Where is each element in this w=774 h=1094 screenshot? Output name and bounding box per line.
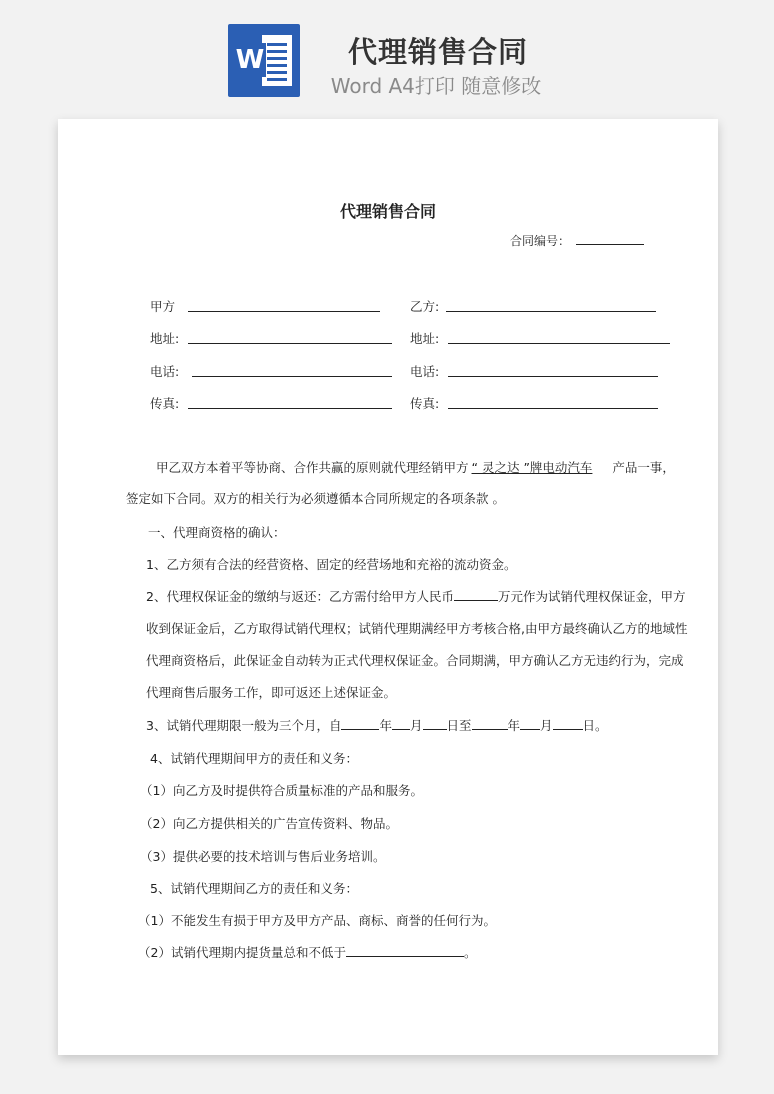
party-a-fax (150, 394, 179, 412)
party-b-phone (410, 362, 439, 380)
clause-3-year: 年 (379, 718, 392, 733)
contract-number (510, 232, 644, 249)
clause-2-line-2: 收到保证金后，乙方取得试销代理权；试销代理期满经甲方考核合格,由甲方最终确认乙方的地域性 (146, 621, 688, 636)
section-1-heading: 一、代理商资格的确认： (148, 525, 286, 540)
document-title: 代理销售合同 (339, 202, 436, 221)
contract-number-blank[interactable] (576, 233, 644, 245)
start-month-blank[interactable] (392, 717, 410, 730)
party-a-phone-blank[interactable] (192, 376, 392, 377)
banner-subtitle: Word A4打印 随意修改 (330, 74, 542, 98)
party-a-phone (150, 362, 179, 380)
clause-3-month: 月 (409, 718, 423, 733)
clause-5-item-2 (138, 943, 476, 961)
clause-2-suffix: 万元作为试销代理权保证金，甲方 (497, 589, 686, 604)
party-a-name-blank[interactable] (188, 311, 380, 312)
clause-3-day-end: 日。 (582, 718, 608, 733)
word-icon (228, 24, 300, 97)
start-day-blank[interactable] (423, 717, 447, 730)
deposit-amount-blank[interactable] (454, 588, 498, 601)
clause-4-item-3: （3）提供必要的技术培训与售后业务培训。 (140, 849, 386, 864)
contract-number-label: 合同编号： (510, 234, 571, 248)
party-a-name-label: 甲方 (150, 299, 176, 314)
document-page (58, 119, 718, 1055)
banner-title: 代理销售合同 (347, 35, 528, 69)
party-a-name (150, 297, 175, 315)
clause-3-prefix: 3、试销代理期限一般为三个月，自 (146, 718, 342, 733)
intro-line-1-prefix: 甲乙双方本着平等协商、合作共赢的原则就代理经销甲方 (156, 460, 469, 475)
word-icon-page (262, 35, 292, 86)
party-a-address-blank[interactable] (188, 343, 392, 344)
clause-2-line-4: 代理商售后服务工作，即可返还上述保证金。 (146, 685, 397, 700)
clause-5-item-1: （1）不能发生有损于甲方及甲方产品、商标、商誉的任何行为。 (138, 913, 496, 928)
banner (0, 0, 774, 110)
party-a-address-label: 地址: (150, 331, 180, 346)
party-b-fax (410, 394, 439, 412)
party-b-address-blank[interactable] (448, 343, 670, 344)
min-purchase-blank[interactable] (346, 944, 464, 957)
party-b-phone-label: 电话: (410, 364, 440, 379)
start-year-blank[interactable] (341, 717, 379, 730)
clause-3-month-2: 月 (540, 718, 553, 733)
clause-5-heading: 5、试销代理期间乙方的责任和义务： (150, 881, 358, 896)
party-b-fax-label: 传真: (410, 396, 440, 411)
party-a-fax-blank[interactable] (188, 408, 392, 409)
brand-name: “ 灵之达 ”牌电动汽车 (471, 460, 593, 475)
intro-line-1 (156, 458, 675, 476)
clause-4-item-1: （1）向乙方及时提供符合质量标准的产品和服务。 (140, 783, 423, 798)
party-a-fax-label: 传真: (150, 396, 180, 411)
clause-2-line-1 (146, 587, 685, 605)
clause-1: 1、乙方须有合法的经营资格、固定的经营场地和充裕的流动资金。 (146, 557, 517, 572)
party-a-address (150, 329, 179, 347)
party-b-fax-blank[interactable] (448, 408, 658, 409)
clause-2-line-3: 代理商资格后，此保证金自动转为正式代理权保证金。合同期满，甲方确认乙方无违约行为，完成 (146, 653, 684, 668)
party-a-phone-label: 电话: (150, 364, 180, 379)
end-day-blank[interactable] (553, 717, 583, 730)
party-b-name (410, 297, 439, 315)
clause-4-heading: 4、试销代理期间甲方的责任和义务： (150, 751, 358, 766)
clause-3 (146, 716, 608, 734)
end-month-blank[interactable] (520, 717, 540, 730)
party-b-address-label: 地址: (410, 331, 440, 346)
intro-line-2: 签定如下合同。双方的相关行为必须遵循本合同所规定的各项条款 。 (126, 491, 505, 506)
party-b-name-blank[interactable] (446, 311, 656, 312)
clause-3-year-2: 年 (507, 718, 521, 733)
clause-2-prefix: 2、代理权保证金的缴纳与返还：乙方需付给甲方人民币 (146, 589, 454, 604)
clause-5-item-2-prefix: （2）试销代理期内提货量总和不低于 (138, 945, 346, 960)
party-b-phone-blank[interactable] (448, 376, 658, 377)
party-b-address (410, 329, 439, 347)
clause-4-item-2: （2）向乙方提供相关的广告宣传资料、物品。 (140, 816, 398, 831)
end-year-blank[interactable] (472, 717, 508, 730)
clause-5-item-2-suffix: 。 (463, 945, 477, 960)
word-icon-letter: W (235, 45, 265, 75)
clause-3-day-to: 日至 (446, 718, 472, 733)
intro-line-1-suffix: 产品一事， (612, 460, 675, 475)
party-b-name-label: 乙方: (410, 299, 440, 314)
